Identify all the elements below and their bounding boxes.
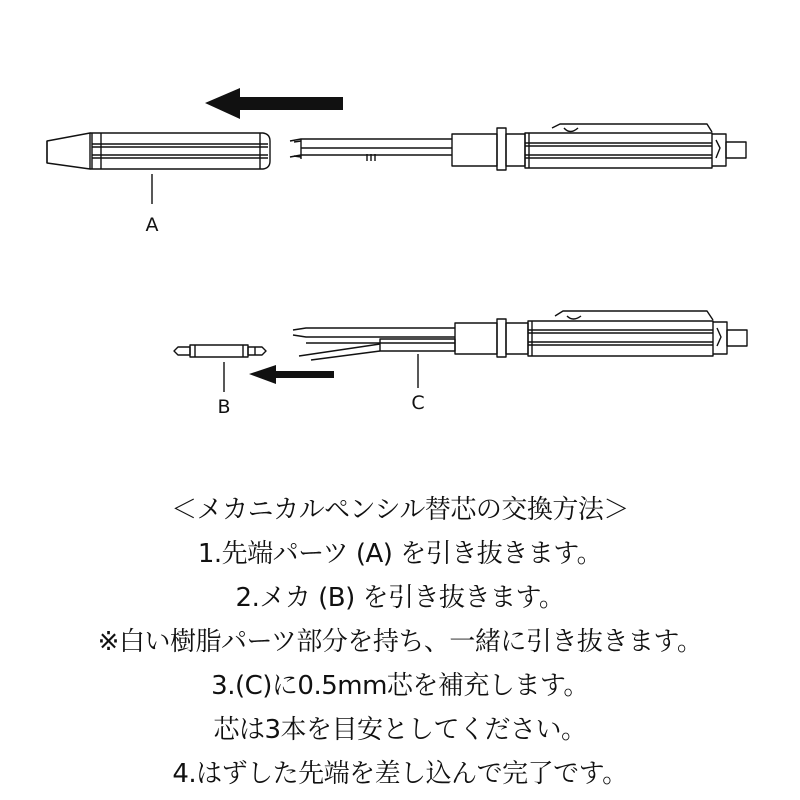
instructions-heading: ＜メカニカルペンシル替芯の交換方法＞ [171,495,629,525]
tip-part-a [47,133,270,204]
step-1: 1.先端パーツ (A) を引き抜きます。 [197,539,603,569]
pen-body-bottom [293,311,747,388]
arrow-left-icon [205,88,343,119]
step-3-note: 芯は3本を目安としてください。 [213,715,587,745]
arrow-left-icon [249,365,334,384]
mechanism-part-b [174,345,266,392]
label-c: C [411,392,425,414]
label-b: B [217,396,231,418]
instructions [0,488,800,796]
label-a: A [145,214,159,236]
step-4: 4.はずした先端を差し込んで完了です。 [172,759,628,789]
step-3: 3.(C)に0.5mm芯を補充します。 [211,671,589,701]
pen-body-top [290,124,746,170]
step-2: 2.メカ (B) を引き抜きます。 [235,583,565,613]
step-2-note: ※白い樹脂パーツ部分を持ち、一緒に引き抜きます。 [97,627,703,657]
